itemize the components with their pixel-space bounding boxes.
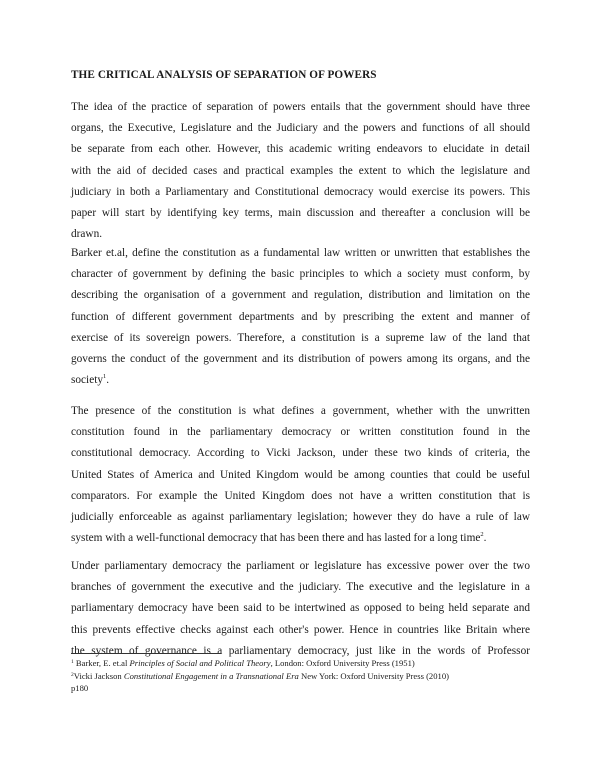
paragraph-line: judiciary in both a Parliamentary and Constitutional democracy would exercise its powers. This <box>71 185 530 198</box>
paragraph-line: exercise of its sovereign powers. Therefore, a constitution is a supreme law of the land that <box>71 331 530 344</box>
paragraph-line: parliamentary democracy have been said to be intertwined as opposed to being held separate and <box>71 602 530 615</box>
footnote-publication: , London: Oxford University Press (1951) <box>270 658 415 668</box>
paragraph-line: judicially enforceable as against parliamentary legislation; however they do have a rule of law <box>71 510 530 523</box>
paragraph-line: constitution found in the parliamentary democracy or written constitution found in the <box>71 426 530 439</box>
page-title: THE CRITICAL ANALYSIS OF SEPARATION OF POWERS <box>71 69 377 81</box>
footnote-1 <box>71 657 530 670</box>
paragraph-line: paper will start by identifying key terms, main discussion and thereafter a conclusion will be <box>71 206 530 219</box>
paragraph-line: be separate from each other. However, this academic writing endeavors to elucidate in detail <box>71 143 530 156</box>
paragraph-line: the system of governance is a parliamentary democracy, just like in the words of Professor <box>71 644 530 657</box>
paragraph-3 <box>71 401 530 549</box>
footnote-author: Barker, E. et.al <box>73 658 130 668</box>
footnote-marker: 2 <box>71 671 74 678</box>
footnote-ref-2[interactable]: 2 <box>480 531 484 539</box>
paragraph-line: describing the organisation of a government and regulation, distribution and limitation on the <box>71 289 530 302</box>
footnote-marker: 1 <box>71 659 74 665</box>
footnote-publication: New York: Oxford University Press (2010) <box>298 670 449 681</box>
paragraph-4 <box>71 556 530 662</box>
paragraph-line: drawn. <box>71 228 103 241</box>
paragraph-line: The presence of the constitution is what defines a government, whether with the unwritten <box>71 405 530 417</box>
paragraph-line: constitutional democracy. According to Vicki Jackson, under these two kinds of criteria, the <box>71 447 530 460</box>
paragraph-line: The idea of the practice of separation of powers entails that the government should have three <box>71 101 530 113</box>
footnote-divider <box>71 653 221 654</box>
paragraph-line-tail: . <box>483 532 487 545</box>
paragraph-line: comparators. For example the United Kingdom does not have a written constitution that is <box>71 489 530 502</box>
paragraph-line-text: society <box>71 374 103 387</box>
paragraph-line: governs the conduct of the government and its distribution of powers among its organs, and the <box>71 352 530 365</box>
paragraph-line-text: system with a well-functional democracy that has been there and has lasted for a long time <box>71 532 481 545</box>
paragraph-line: branches of government the executive and the judiciary. The executive and the legislature in a <box>71 581 530 594</box>
footnote-ref-1[interactable]: 1 <box>103 373 107 381</box>
footnote-work-title: Constitutional Engagement in a Transnational Era <box>123 670 299 681</box>
footnote-work-title: Principles of Social and Political Theory <box>129 658 271 668</box>
paragraph-line: function of different government departments and by prescribing the extent and manner of <box>71 310 530 323</box>
paragraph-line: organs, the Executive, Legislature and the Judiciary and the powers and functions of all should <box>71 122 530 135</box>
paragraph-line <box>71 528 530 549</box>
paragraph-line: Barker et.al, define the constitution as a fundamental law written or unwritten that establishes the <box>71 247 530 259</box>
footnote-2 <box>71 670 530 683</box>
paragraph-line-tail: . <box>106 374 110 387</box>
paragraph-2 <box>71 243 530 391</box>
footnote-author: Vicki Jackson <box>73 670 124 681</box>
paragraph-line: character of government by defining the basic principles to which a society must conform, by <box>71 268 530 281</box>
paragraph-line: this prevents effective checks against each other's power. Hence in countries like Britain where <box>71 623 530 636</box>
footnotes <box>71 657 530 695</box>
footnote-2-continuation: p180 <box>71 683 89 694</box>
paragraph-line <box>71 370 530 391</box>
paragraph-line: United States of America and United Kingdom would be among counties that could be useful <box>71 468 530 481</box>
paragraph-1 <box>71 97 530 245</box>
paragraph-line: with the aid of decided cases and practical examples the extent to which the legislature and <box>71 164 530 177</box>
paragraph-line: Under parliamentary democracy the parliament or legislature has excessive power over the two <box>71 560 530 572</box>
